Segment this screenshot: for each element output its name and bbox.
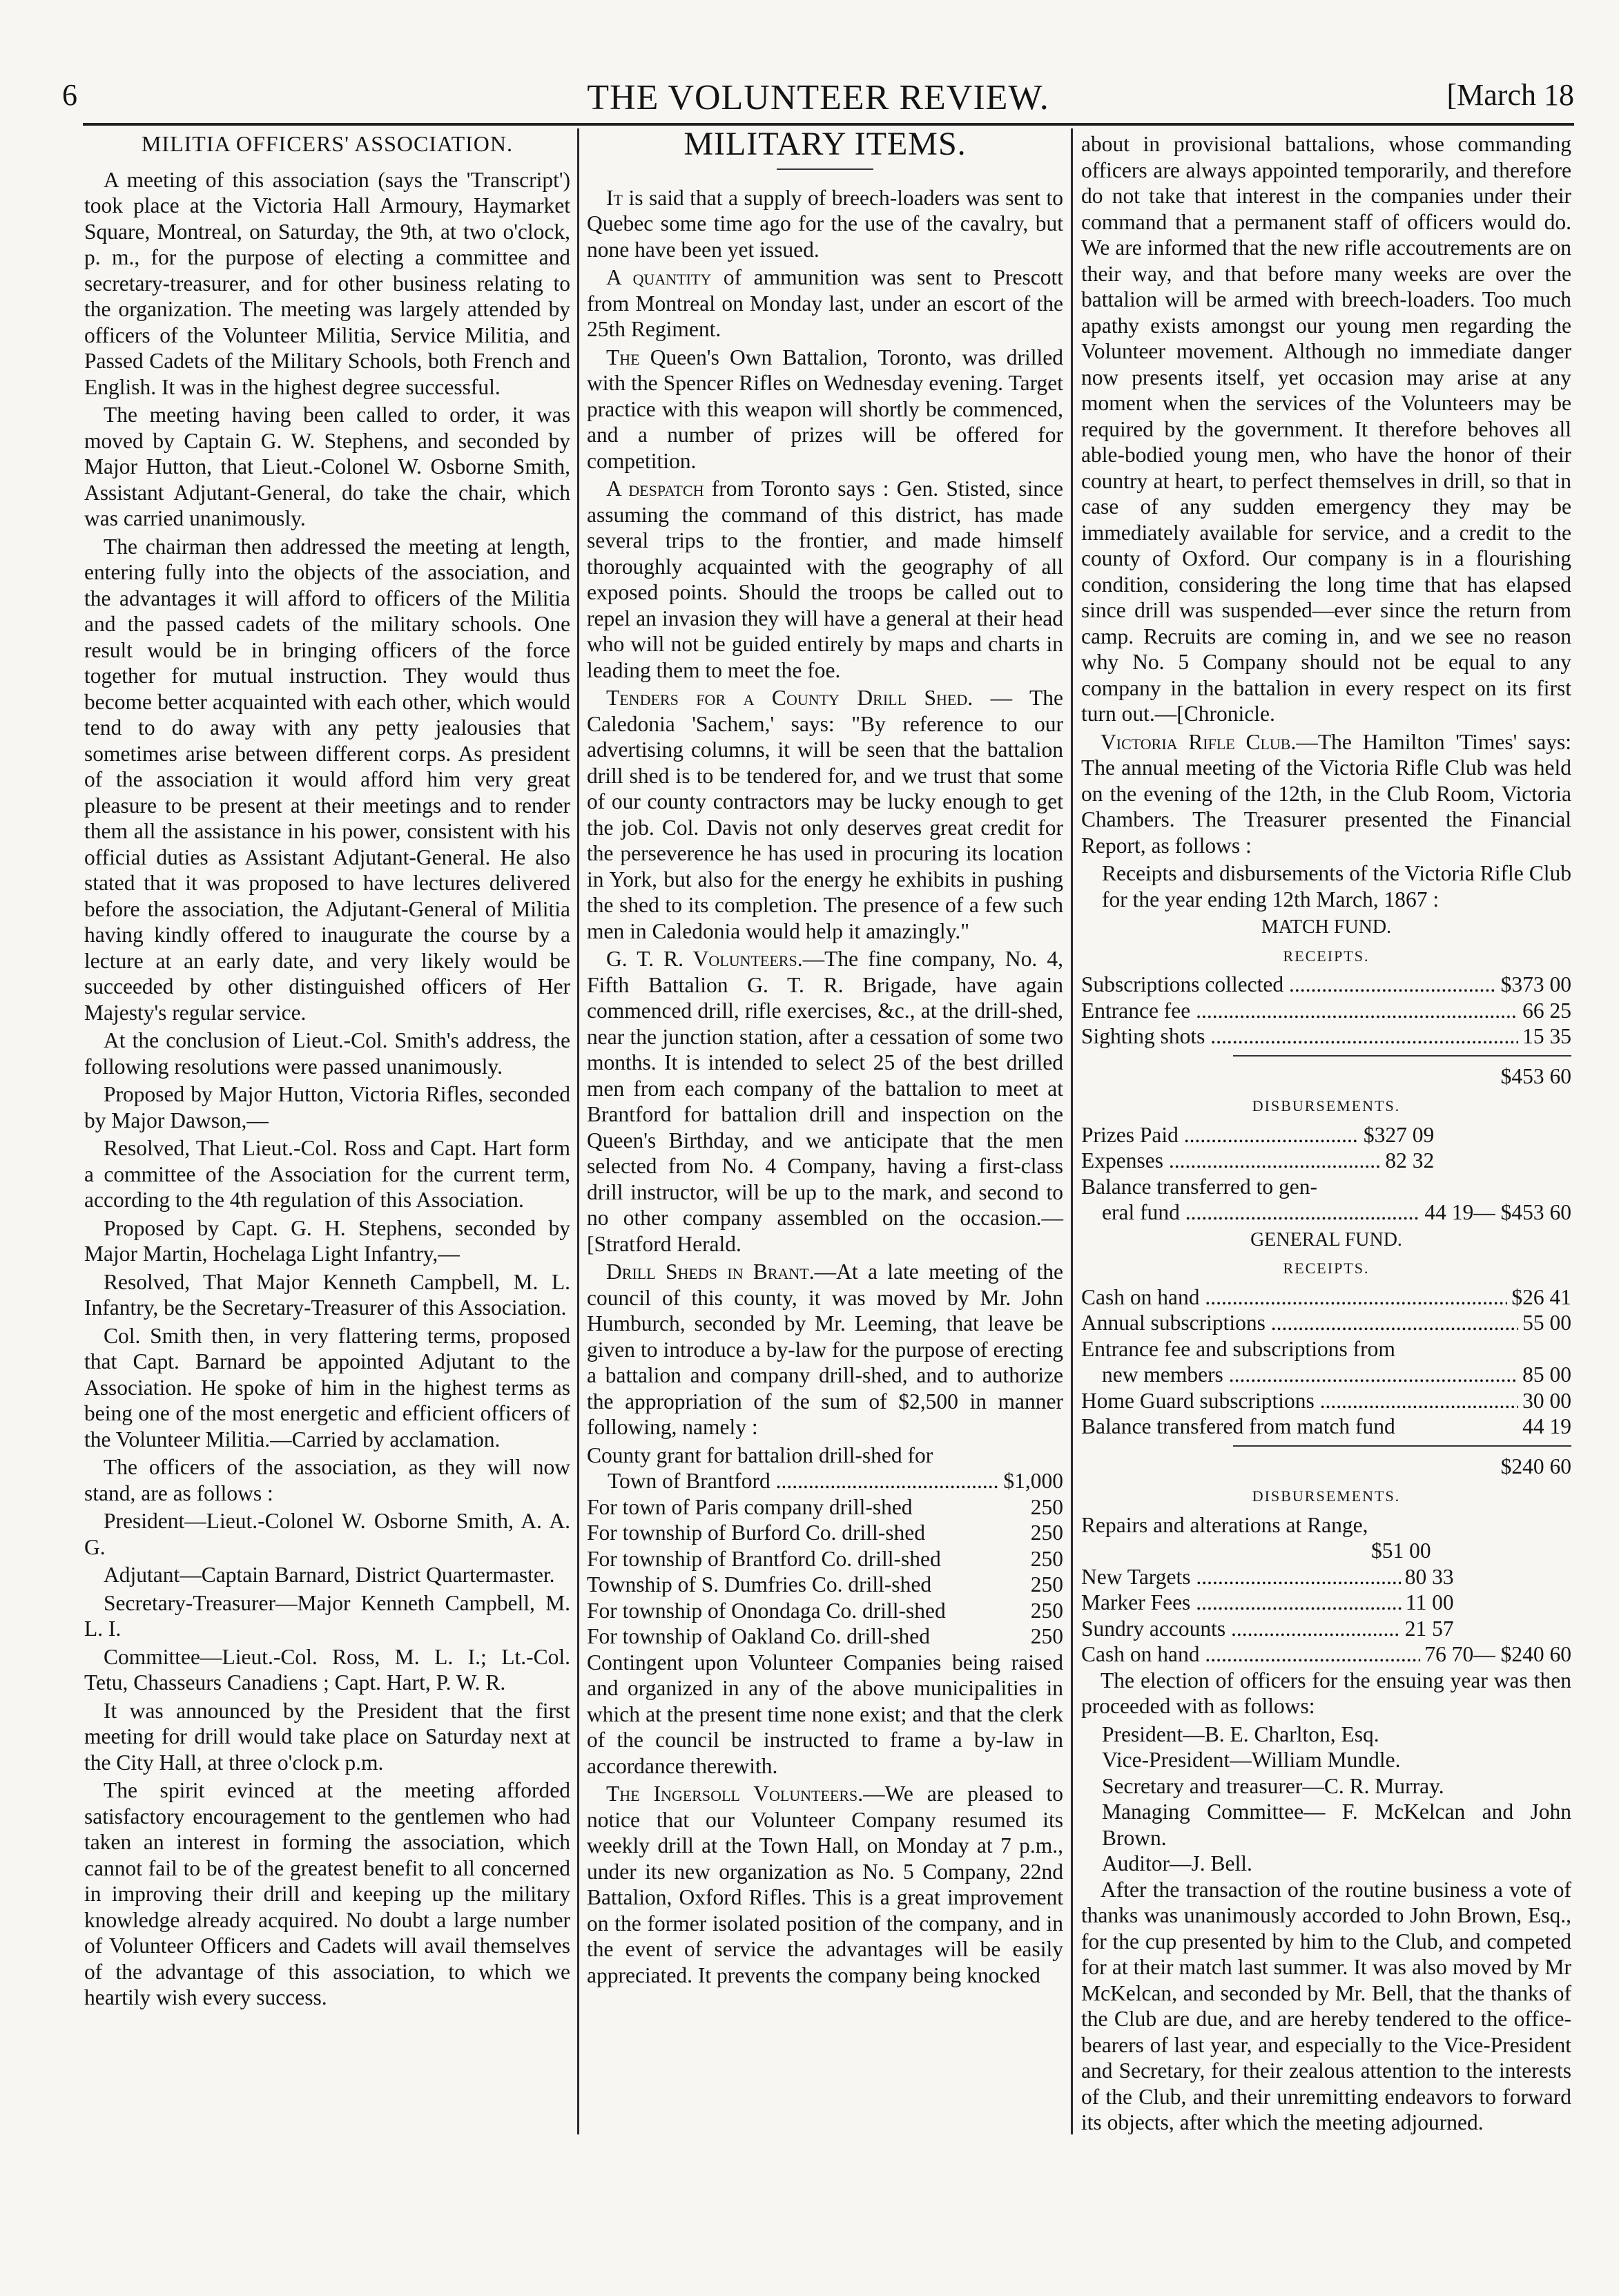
paragraph: about in provisional battalions, whose commanding officers are always appointed temporarily, and therefore do not take that interest in the companies under their command that a permanent staff of officers would do. We are informed that the new rifle accoutrements are on their way, and that before many weeks are over the battalion will be armed with breech-loaders. Too much apathy exists amongst our young men regarding the Volunteer movement. Although no immediate danger now presents itself, yet occasion may arise at any moment when the services of the Volunteers may be required by the government. It therefore behoves all able-bodied young men, who have the honor of their country at heart, to perfect themselves in drill, so that in case of any sudden emergency they may be immediately available for service, and a credit to the county of Oxford. Our company is in a flourishing condition, considering the long time that has elapsed since drill was suspended—ever since the return from camp. Recruits are coming in, and we see no reason why No. 5 Company should not be equal to any company in the battalion in every respect on its first turn out.—[Chronicle.: [1081, 132, 1571, 726]
column-continued: [1081, 131, 1571, 2138]
paragraph: Proposed by Major Hutton, Victoria Rifles, seconded by Major Dawson,—: [84, 1082, 570, 1132]
lead-in: The: [606, 345, 640, 369]
lead-in: Drill Sheds in Brant.: [606, 1260, 815, 1284]
ledger-line: Cash on hand ..... 76 70— $240 60: [1081, 1641, 1571, 1668]
receipts-heading: RECEIPTS.: [1283, 1260, 1370, 1277]
ledger-line: New Targets ..... 80 33: [1081, 1564, 1454, 1590]
paragraph: A meeting of this association (says the 'Transcript') took place at the Victoria Hall Armoury, Haymarket Square, Montreal, on Saturday, the 9th, at two o'clock, p. m., for the purpose of electing a committee and secretary-treasurer, and for other business relating to the organization. The meeting was largely attended by officers of the Volunteer Militia, Service Militia, and Passed Cadets of the Military Schools, both French and English. It was in the highest degree successful.: [84, 167, 570, 399]
grant-heading: County grant for battalion drill-shed for: [587, 1443, 933, 1467]
grant-line: For township of Oakland Co. drill-shed 250: [587, 1624, 1063, 1648]
article-heading: MILITIA OFFICERS' ASSOCIATION.: [141, 131, 514, 156]
paragraph: The Ingersoll Volunteers.—We are pleased to notice that our Volunteer Company resumed its weekly drill at the Town Hall, on Monday at 7 p.m., under its new organization as No. 5 Company, 22nd Battalion, Oxford Rifles. This is a great improvement on the former isolated position of the company, and in the event of service the advantages will be easily appreciated. It prevents the company being knocked: [587, 1782, 1063, 1987]
paragraph: At the conclusion of Lieut.-Col. Smith's address, the following resolutions were passed unanimously.: [84, 1028, 570, 1079]
paragraph: The meeting having been called to order, it was moved by Captain G. W. Stephens, and seconded by Major Hutton, that Lieut.-Colonel W. Osborne Smith, Assistant Adjutant-General, do take the chair, which was carried unanimously.: [84, 403, 570, 530]
paragraph: G. T. R. Volunteers.—The fine company, No. 4, Fifth Battalion G. T. R. Brigade, have again commenced drill, rifle exercises, &c., at the drill-shed, near the junction station, after a cessation of some two months. It is intended to select 25 of the best drilled men from each company of the battalion to meet at Brantford for battalion drill and inspection on the Queen's Birthday, and we anticipate that the men selected from No. 4 Company, having a first-class drill instructor, will be up to the mark, and second to no other company assembled on the occasion.—[Stratford Herald.: [587, 947, 1063, 1256]
ledger-line: $51 00: [1371, 1538, 1431, 1563]
grant-line: For township of Brantford Co. drill-shed 250: [587, 1546, 1063, 1571]
ledger-line: Entrance fee ..... 66 25: [1081, 998, 1571, 1024]
ledger-line: Marker Fees ..... 11 00: [1081, 1590, 1454, 1616]
masthead-title: THE VOLUNTEER REVIEW.: [587, 78, 1049, 117]
paragraph: The officers of the association, as they will now stand, are as follows :: [84, 1455, 570, 1505]
paragraph: It was announced by the President that the first meeting for drill would take place on Saturday next at the City Hall, at three o'clock p.m.: [84, 1698, 570, 1775]
paragraph: After the transaction of the routine business a vote of thanks was unanimously accorded to John Brown, Esq., for the cup presented by him to the Club, and competed for at their match last summer. It was also moved by Mr McKelcan, and seconded by Mr. Bell, that the thanks of the Club are due, and are hereby tendered to the office-bearers of last year, and especially to the Vice-President and Secretary, for their zealous attention to the interests of the Club, and their unremitting endeavors to forward its objects, after which the meeting adjourned.: [1081, 1877, 1571, 2134]
paragraph: Tenders for a County Drill Shed. — The Caledonia 'Sachem,' says: "By reference to our advertising columns, it will be seen that the battalion drill shed is to be tendered for, and we trust that some of our county contractors may be lucky enough to get the job. Col. Davis not only deserves great credit for the perseverence he has used in procuring its location in York, but also for the energy he exhibits in pushing the shed to its completion. The presence of a few such men in Caledonia would help it amazingly.": [587, 686, 1063, 943]
officer-line: Managing Committee— F. McKelcan and John Brown.: [1102, 1800, 1571, 1850]
disbursements-heading: DISBURSEMENTS.: [1252, 1487, 1401, 1505]
ledger-line: Prizes Paid ..... $327 09: [1081, 1122, 1434, 1148]
paragraph: The election of officers for the ensuing year was then proceeded with as follows:: [1081, 1668, 1571, 1718]
lead-in: The Ingersoll Volunteers.: [606, 1782, 864, 1806]
receipts-intro: Receipts and disbursements of the Victoria Rifle Club for the year ending 12th March, 1867 :: [1102, 861, 1571, 911]
column-militia-officers: [84, 131, 570, 2013]
paragraph: Resolved, That Major Kenneth Campbell, M. L. Infantry, be the Secretary-Treasurer of this Association.: [84, 1269, 570, 1320]
ledger-line: new members ..... 85 00: [1081, 1362, 1571, 1388]
paragraph: Drill Sheds in Brant.—At a late meeting of the council of this county, it was moved by Mr. John Humburch, seconded by Mr. Leeming, that leave be given to introduce a by-law for the purpose of erecting a battalion and company drill-shed, and to authorize the appropriation of the sum of $2,500 in manner following, namely :: [587, 1260, 1063, 1439]
lead-in: A quantity: [606, 265, 712, 289]
grant-line: Township of S. Dumfries Co. drill-shed 250: [587, 1572, 1063, 1596]
paragraph: Resolved, That Lieut.-Col. Ross and Capt. Hart form a committee of the Association for the current term, according to the 4th regulation of this Association.: [84, 1136, 570, 1212]
paragraph: Proposed by Capt. G. H. Stephens, seconded by Major Martin, Hochelaga Light Infantry,—: [84, 1215, 570, 1266]
page-number: 6: [62, 78, 77, 112]
paragraph: Col. Smith then, in very flattering terms, proposed that Capt. Barnard be appointed Adjutant to the Association. He spoke of him in the highest terms as being one of the most energetic and efficient officers of the Volunteer Militia.—Carried by acclamation.: [84, 1323, 570, 1451]
paragraph: A quantity of ammunition was sent to Prescott from Montreal on Monday last, under an escort of the 25th Regiment.: [587, 265, 1063, 341]
column-military-items: [587, 126, 1063, 1990]
paragraph: Adjutant—Captain Barnard, District Quartermaster.: [104, 1563, 555, 1587]
paragraph: Secretary-Treasurer—Major Kenneth Campbell, M. L. I.: [84, 1590, 570, 1641]
paragraph: The spirit evinced at the meeting afforded satisfactory encouragement to the gentlemen who had taken an interest in forming the association, which cannot fail to be of the greatest benefit to all concerned in improving their drill and keeping up the military knowledge already acquired. No doubt a large number of Volunteer Officers and Cadets will avail themselves of the advantage of this association, to which we heartily wish every success.: [84, 1778, 570, 2009]
lead-in: Tenders for a County Drill Shed.: [606, 686, 973, 710]
heading-rule: [777, 168, 873, 170]
ledger-line: Home Guard subscriptions ..... 30 00: [1081, 1388, 1571, 1414]
ledger-line: Entrance fee and subscriptions from: [1081, 1336, 1395, 1361]
ledger-line: Subscriptions collected ..... $373 00: [1081, 972, 1571, 998]
issue-date: [March 18: [1446, 78, 1574, 112]
section-heading: MILITARY ITEMS.: [684, 126, 967, 162]
paragraph: The Queen's Own Battalion, Toronto, was drilled with the Spencer Rifles on Wednesday evening. Target practice with this weapon will shortly be commenced, and a number of prizes will be offered for competition.: [587, 345, 1063, 473]
ledger-total: $240 60: [1233, 1445, 1571, 1480]
officer-line: Secretary and treasurer—C. R. Murray.: [1102, 1773, 1444, 1798]
lead-in: A despatch: [606, 476, 704, 501]
ledger-total: $453 60: [1233, 1055, 1571, 1090]
officer-line: President—B. E. Charlton, Esq.: [1102, 1721, 1379, 1746]
paragraph: A despatch from Toronto says : Gen. Stisted, since assuming the command of this district, has made several trips to the frontier, and made himself thoroughly acquainted with the geography of all exposed points. Should the troops be called out to repel an invasion they will have a general at their head who will not be guided entirely by maps and charts in leading them to meet the foe.: [587, 476, 1063, 682]
paragraph: Contingent upon Volunteer Companies being raised and organized in any of the above municipalities in which at the present time none exist; and that the clerk of the council be instructed to frame a by-law in accordance therewith.: [587, 1650, 1063, 1778]
grant-line: For township of Onondaga Co. drill-shed 250: [587, 1598, 1063, 1623]
lead-in: G. T. R. Volunteers.: [606, 947, 803, 971]
ledger-line: Sighting shots ..... 15 35: [1081, 1023, 1571, 1050]
paragraph: Committee—Lieut.-Col. Ross, M. L. I.; Lt.-Col. Tetu, Chasseurs Canadiens ; Capt. Hart, P. W. R.: [84, 1644, 570, 1695]
ledger-line: Cash on hand ..... $26 41: [1081, 1284, 1571, 1311]
match-fund-heading: MATCH FUND.: [1261, 916, 1392, 938]
grant-line: For town of Paris company drill-shed 250: [587, 1494, 1063, 1519]
paragraph: The chairman then addressed the meeting at length, entering fully into the objects of the association, and the advantages it will afford to officers of the Militia and the passed cadets of the military schools. One result would be in bringing officers of the force together for mutual instruction. They would thus become better acquainted with each other, which would tend to do away with any petty jealousies that sometimes arise between different corps. As president of the association it would afford him very great pleasure to be present at their meetings and to render them all the assistance in his power, consistent with his official duties as Assistant Adjutant-General. He also stated that it was proposed to have lectures delivered before the association, the Adjutant-General of Militia having kindly offered to inaugurate the course by a lecture at an early date, and very likely would be succeeded by other distinguished officers of Her Majesty's regular service.: [84, 534, 570, 1025]
receipts-heading: RECEIPTS.: [1283, 947, 1370, 965]
ledger-line: eral fund ..... 44 19— $453 60: [1081, 1199, 1571, 1226]
grant-line: Town of Brantford ..... $1,000: [587, 1468, 1063, 1494]
ledger-line: Annual subscriptions ..... 55 00: [1081, 1310, 1571, 1336]
ledger-line: Expenses ..... 82 32: [1081, 1148, 1434, 1174]
paragraph: It is said that a supply of breech-loaders was sent to Quebec some time ago for the use of the cavalry, but none have been yet issued.: [587, 185, 1063, 262]
ledger-line: Balance transferred to gen-: [1081, 1174, 1317, 1199]
officer-line: Auditor—J. Bell.: [1102, 1851, 1252, 1875]
officer-line: Vice-President—William Mundle.: [1102, 1748, 1401, 1772]
paragraph: Victoria Rifle Club.—The Hamilton 'Times' says: The annual meeting of the Victoria Rifle Club was held on the evening of the 12th, in the Club Room, Victoria Chambers. The Treasurer presented the Financial Report, as follows :: [1081, 729, 1572, 858]
paragraph: President—Lieut.-Colonel W. Osborne Smith, A. A. G.: [84, 1509, 570, 1559]
column-divider-1: [577, 128, 579, 2134]
ledger-line: Repairs and alterations at Range,: [1081, 1512, 1368, 1537]
page-header: [62, 77, 1574, 119]
ledger-line: Balance transfered from match fund 44 19: [1081, 1414, 1571, 1438]
column-divider-2: [1071, 128, 1073, 2134]
general-fund-heading: GENERAL FUND.: [1250, 1228, 1402, 1251]
grant-line: For township of Burford Co. drill-shed 250: [587, 1521, 1063, 1545]
ledger-line: Sundry accounts ..... 21 57: [1081, 1616, 1454, 1642]
lead-in: It: [606, 185, 623, 210]
lead-in: Victoria Rifle Club.: [1101, 729, 1297, 754]
disbursements-heading: DISBURSEMENTS.: [1252, 1097, 1401, 1115]
